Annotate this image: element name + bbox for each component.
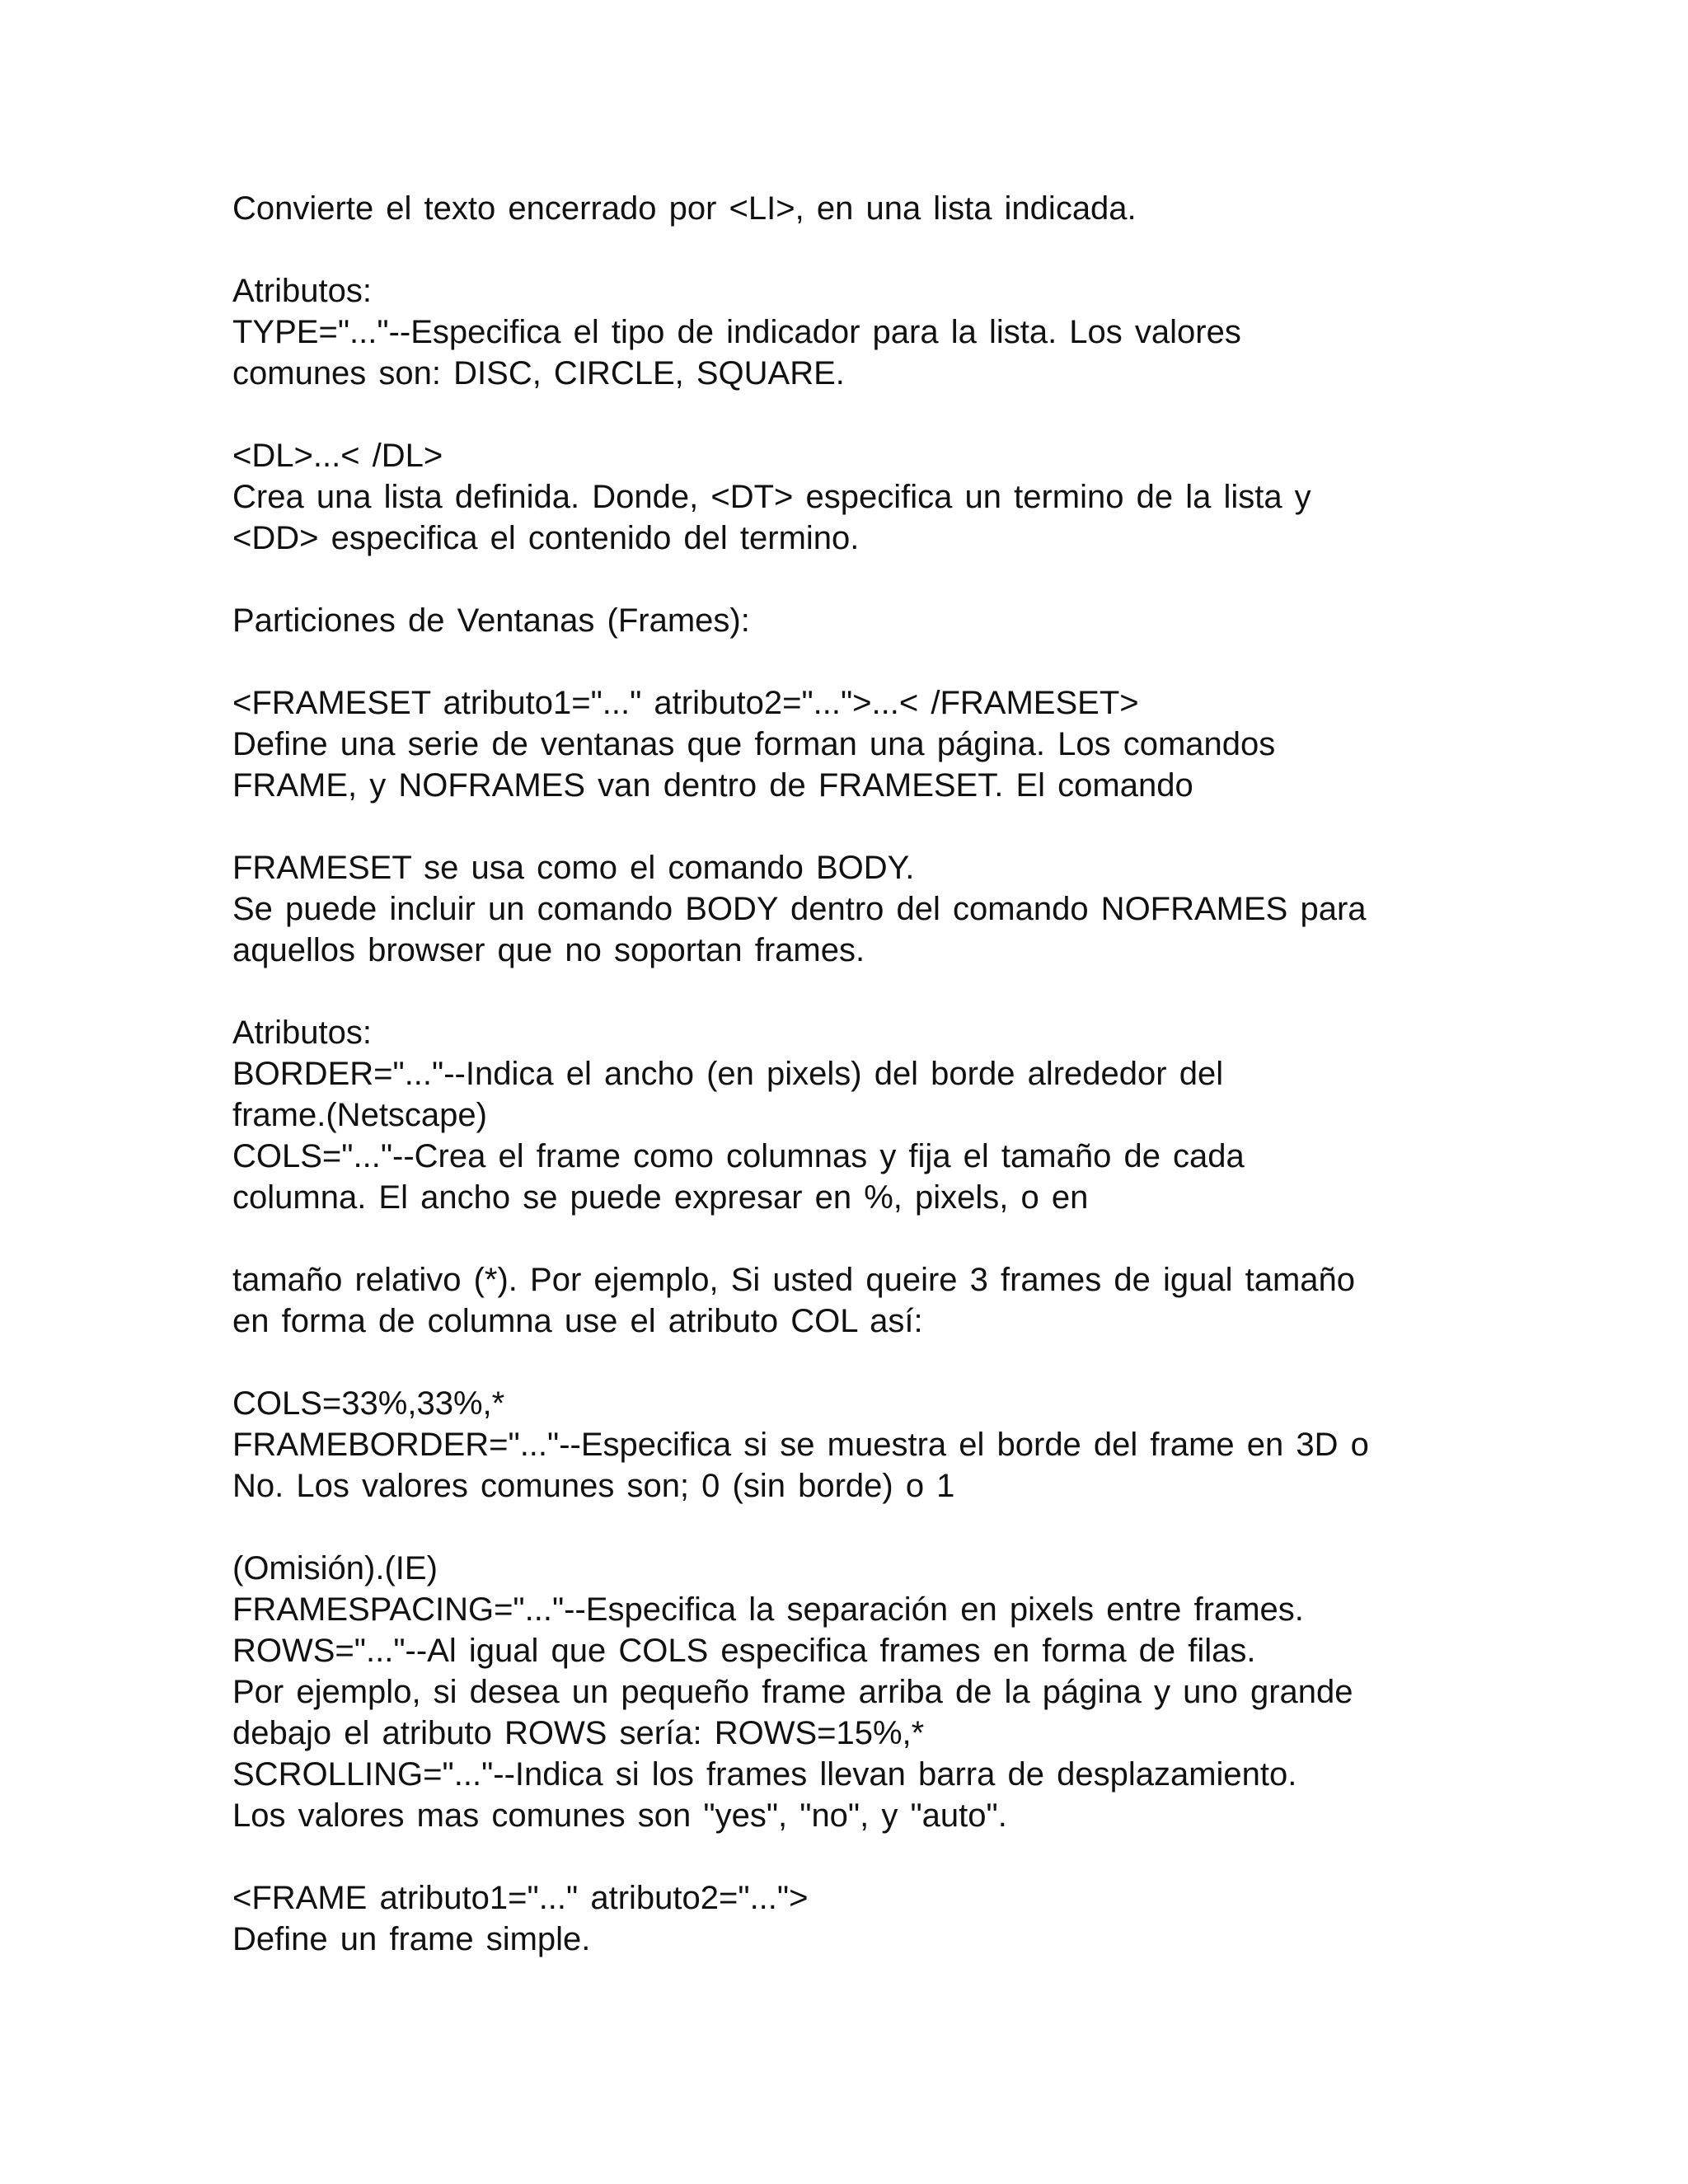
text-line: COLS=33%,33%,* <box>232 1385 505 1422</box>
blank-line <box>232 1507 1469 1548</box>
text-line: Por ejemplo, si desea un pequeño frame arriba de la página y uno grande <box>232 1674 1353 1710</box>
text-line: Define un frame simple. <box>232 1921 591 1957</box>
text-line: Crea una lista definida. Donde, <DT> especifica un termino de la lista y <box>232 479 1311 515</box>
text-line: FRAMESET se usa como el comando BODY. <box>232 850 915 886</box>
text-line: SCROLLING="..."--Indica si los frames llevan barra de desplazamiento. <box>232 1756 1297 1793</box>
blank-line <box>232 1342 1469 1383</box>
text-line: BORDER="..."--Indica el ancho (en pixels) del borde alrededor del <box>232 1056 1224 1092</box>
text-line: comunes son: DISC, CIRCLE, SQUARE. <box>232 355 845 391</box>
blank-line <box>232 1836 1469 1877</box>
tag-line: <FRAMESET atributo1="..." atributo2="...">...< /FRAMESET> <box>232 685 1139 721</box>
text-line: FRAMESPACING="..."--Especifica la separación en pixels entre frames. <box>232 1591 1304 1628</box>
blank-line <box>232 229 1469 270</box>
text-line: FRAME, y NOFRAMES van dentro de FRAMESET. El comando <box>232 767 1193 804</box>
text-line: TYPE="..."--Especifica el tipo de indicador para la lista. Los valores <box>232 314 1241 350</box>
text-line: FRAMEBORDER="..."--Especifica si se muestra el borde del frame en 3D o <box>232 1427 1369 1463</box>
text-line: debajo el atributo ROWS sería: ROWS=15%,* <box>232 1715 925 1751</box>
section-heading: Particiones de Ventanas (Frames): <box>232 602 750 639</box>
blank-line <box>232 641 1469 682</box>
text-line: aquellos browser que no soportan frames. <box>232 932 865 968</box>
blank-line <box>232 394 1469 435</box>
blank-line <box>232 971 1469 1012</box>
section-heading: Atributos: <box>232 273 372 309</box>
tag-line: <DL>...< /DL> <box>232 438 443 474</box>
blank-line <box>232 559 1469 600</box>
section-heading: Atributos: <box>232 1015 372 1051</box>
text-line: columna. El ancho se puede expresar en %, pixels, o en <box>232 1179 1089 1216</box>
text-line: (Omisión).(IE) <box>232 1550 438 1586</box>
blank-line <box>232 1218 1469 1259</box>
text-line: COLS="..."--Crea el frame como columnas y fija el tamaño de cada <box>232 1138 1245 1174</box>
text-line: <DD> especifica el contenido del termino. <box>232 520 860 556</box>
text-line: tamaño relativo (*). Por ejemplo, Si usted queire 3 frames de igual tamaño <box>232 1262 1356 1298</box>
text-line: frame.(Netscape) <box>232 1097 487 1133</box>
blank-line <box>232 806 1469 847</box>
text-line: Convierte el texto encerrado por <LI>, en una lista indicada. <box>232 190 1137 227</box>
text-line: Define una serie de ventanas que forman una página. Los comandos <box>232 726 1276 762</box>
text-line: No. Los valores comunes son; 0 (sin borde) o 1 <box>232 1468 955 1504</box>
text-line: Se puede incluir un comando BODY dentro del comando NOFRAMES para <box>232 891 1367 927</box>
document-body <box>232 188 1469 1960</box>
text-line: Los valores mas comunes son "yes", "no", y "auto". <box>232 1797 1007 1834</box>
tag-line: <FRAME atributo1="..." atributo2="..."> <box>232 1880 809 1916</box>
text-line: ROWS="..."--Al igual que COLS especifica frames en forma de filas. <box>232 1633 1256 1669</box>
text-line: en forma de columna use el atributo COL así: <box>232 1303 923 1339</box>
